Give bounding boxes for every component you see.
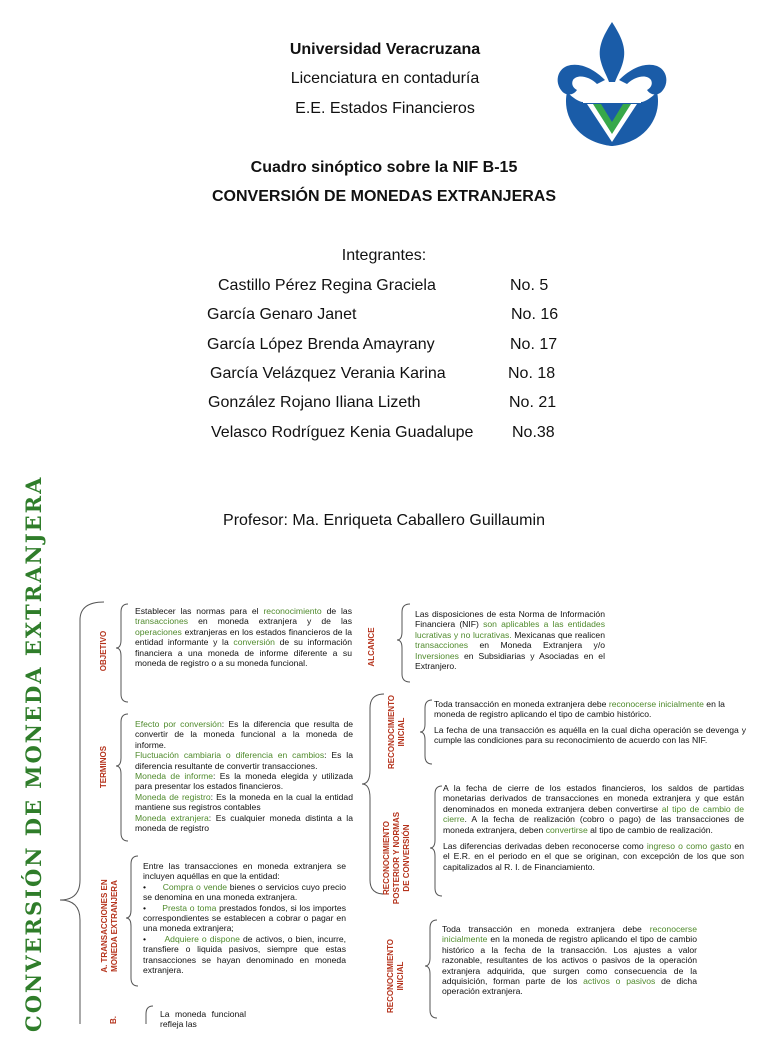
member-number: No. 17 <box>510 336 558 353</box>
transacciones-text: Entre las transacciones en moneda extranjera se incluyen aquéllas en que la entidad: • Compra o vende bienes o servicios cuyo precio se denomina en una moneda extranjera. • Presta o toma prestados fondos, si los importes correspondientes se establecen a cobrar o pagar en una moneda extranjera; • Adquiere o dispone de activos, o bien, incurre, transfiere o liquida pasivos, siempre que estas transacciones se hayan denominado en moneda extranjera. <box>143 861 347 976</box>
member-number: No. 18 <box>508 365 556 382</box>
member-number: No. 21 <box>509 394 557 411</box>
member-name: García Genaro Janet <box>207 306 357 323</box>
diagram-main-title: CONVERSIÓN DE MONEDA EXTRANJERA <box>21 475 46 1032</box>
reconocimiento-posterior-differences: Las diferencias derivadas deben reconocerse como ingreso o como gasto en el E.R. en el periodo en el que se originan, con excepción de los que son capitalizados al R. I. de Financiamiento. <box>443 841 744 872</box>
terminos-text: Efecto por conversión: Es la diferencia que resulta de convertir de la moneda funcional a la moneda de informe. Fluctuación cambiaria o diferencia en cambios: Es la diferencia resultante de convertir transacciones. Moneda de informe: Es la moneda elegida y utilizada para presentar los estados financieros. Moneda de registro: Es la moneda en la cual la entidad mantiene sus registros contables Moneda extranjera: Es cualquier moneda distinta a la moneda de registro <box>135 719 354 834</box>
member-number: No.38 <box>512 424 555 441</box>
reconocimiento-posterior-text: A la fecha de cierre de los estados financieros, los saldos de partidas monetarias derivados de transacciones en moneda extranjera y que están denominados en moneda extranjera deben convertirse al tipo de cambio de cierre. A la fecha de realización (cobro o pago) de las transacciones de moneda extranjera, deben convertirse al tipo de cambio de realización. Las diferencias derivadas deben reconocerse como ingreso o como gasto en el E.R. en el periodo en el que se originan, con excepción de los que son capitalizados al R. I. de Financiamiento. <box>443 783 744 872</box>
reconocimiento-posterior-label: RECONOCIMIENTO POSTERIOR Y NORMAS DE CONVERSIÓN <box>382 811 411 905</box>
objetivo-text: Establecer las normas para el reconocimiento de las transacciones en moneda extranjera y de las operaciones extranjeras en los estados financieros de la entidad informante y la conversión de su información financiera a una moneda de informe diferente a su moneda de registro o a su moneda funcional. <box>135 606 352 669</box>
alcance-text: Las disposiciones de esta Norma de Información Financiera (NIF) son aplicables a las entidades lucrativas y no lucrativas. Mexicanas que realicen transacciones en Moneda Extranjera y/o Inversiones en Subsidiarias y Asociadas en el Extranjero. <box>415 609 605 672</box>
reconocimiento-inicial-label: RECONOCIMIENTO INICIAL <box>387 694 406 770</box>
member-name: García Velázquez Verania Karina <box>210 365 446 382</box>
member-name: Castillo Pérez Regina Graciela <box>218 277 436 294</box>
degree-name: Licenciatura en contaduría <box>290 70 480 87</box>
reconocimiento-inicial-text: Toda transacción en moneda extranjera debe reconocerse inicialmente en la moneda de registro aplicando el tipo de cambio histórico. La fecha de una transacción es aquélla en la cual dicha operación se devenga y cumple las condiciones para su reconocimiento de acuerdo con las NIF. <box>434 699 746 746</box>
member-number: No. 5 <box>510 277 549 294</box>
professor-name: Profesor: Ma. Enriqueta Caballero Guillaumin <box>223 512 545 529</box>
section-b-text: La moneda funcional refleja las <box>160 1009 246 1030</box>
terminos-label: TERMINOS <box>99 745 108 789</box>
alcance-label: ALCANCE <box>367 627 376 667</box>
document-title: Cuadro sinóptico sobre la NIF B-15 <box>250 159 518 176</box>
reconocimiento-inicial-date: La fecha de una transacción es aquélla en la cual dicha operación se devenga y cumple las condiciones para su reconocimiento de acuerdo con las NIF. <box>434 724 746 746</box>
section-b-label: B. <box>109 1016 118 1024</box>
university-logo <box>553 18 671 146</box>
objetivo-label: OBJETIVO <box>99 630 108 672</box>
reconocimiento-inicial-2-label: RECONOCIMIENTO INICIAL <box>386 938 405 1014</box>
course-name: E.E. Estados Financieros <box>295 100 475 117</box>
reconocimiento-inicial-2-text: Toda transacción en moneda extranjera debe reconocerse inicialmente en la moneda de registro aplicando el tipo de cambio histórico a la fecha de la transacción. Los ajustes a valor razonable, resultantes de los activos o pasivos de la operación extranjera adquirida, que surgen como consecuencia de la adquisición, forman parte de los activos o pasivos de dicha operación extranjera. <box>442 924 697 997</box>
document-subtitle: CONVERSIÓN DE MONEDAS EXTRANJERAS <box>211 188 557 205</box>
member-name: García López Brenda Amayrany <box>207 336 435 353</box>
members-label: Integrantes: <box>341 247 427 264</box>
member-number: No. 16 <box>511 306 559 323</box>
member-name: González Rojano Iliana Lizeth <box>208 394 421 411</box>
transacciones-label: A. TRANSACCIONES EN MONEDA EXTRANJERA <box>100 879 119 973</box>
university-name: Universidad Veracruzana <box>289 41 481 58</box>
member-name: Velasco Rodríguez Kenia Guadalupe <box>211 424 474 441</box>
